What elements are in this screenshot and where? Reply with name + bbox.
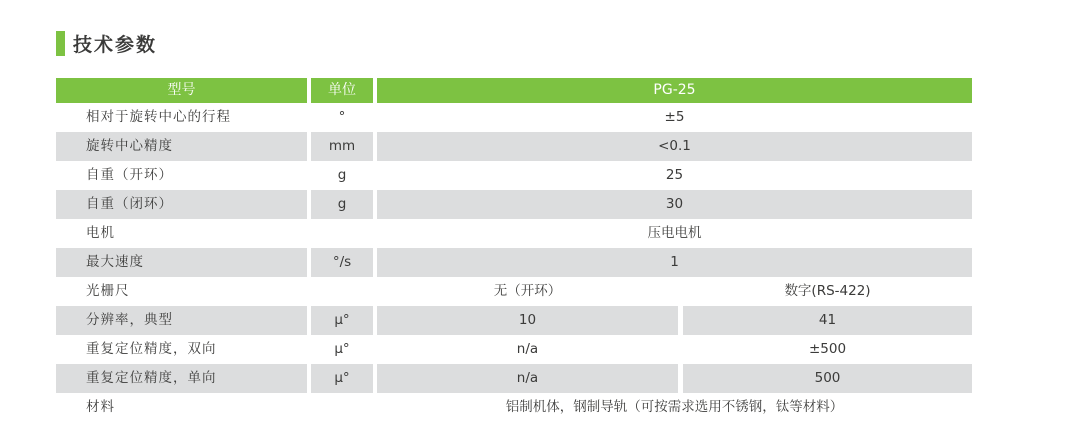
row-unit: g bbox=[311, 190, 373, 219]
row-value: <0.1 bbox=[377, 132, 972, 161]
row-unit: μ° bbox=[311, 306, 373, 335]
spec-table bbox=[56, 78, 972, 422]
row-value: n/a bbox=[377, 364, 678, 393]
table-row bbox=[56, 364, 972, 393]
section-title-block bbox=[56, 30, 157, 57]
row-values bbox=[377, 161, 972, 190]
row-label: 重复定位精度，双向 bbox=[86, 341, 217, 357]
table-row bbox=[56, 103, 972, 132]
row-label: 自重（开环） bbox=[86, 167, 173, 183]
header-model: 型号 bbox=[56, 78, 307, 103]
table-body bbox=[56, 103, 972, 422]
row-label: 材料 bbox=[86, 399, 115, 415]
page-title: 技术参数 bbox=[73, 34, 158, 56]
table-row bbox=[56, 132, 972, 161]
row-value: 10 bbox=[377, 306, 678, 335]
row-value: 压电电机 bbox=[647, 225, 702, 241]
header-product: PG-25 bbox=[377, 78, 972, 103]
table-row bbox=[56, 219, 972, 248]
row-values bbox=[377, 103, 972, 132]
row-values bbox=[377, 132, 972, 161]
table-row bbox=[56, 335, 972, 364]
row-label: 电机 bbox=[86, 225, 115, 241]
row-values bbox=[377, 364, 972, 393]
row-value: 25 bbox=[665, 167, 684, 183]
table-row bbox=[56, 277, 972, 306]
row-unit: ° bbox=[338, 109, 346, 125]
row-label: 相对于旋转中心的行程 bbox=[86, 109, 231, 125]
table-row bbox=[56, 393, 972, 422]
row-unit bbox=[311, 219, 373, 248]
row-unit bbox=[311, 393, 373, 422]
row-label: 最大速度 bbox=[56, 248, 307, 277]
row-unit: g bbox=[337, 167, 347, 183]
row-value: 无（开环） bbox=[493, 283, 562, 299]
row-values bbox=[377, 248, 972, 277]
table-row bbox=[56, 306, 972, 335]
table-row bbox=[56, 190, 972, 219]
row-value: n/a bbox=[516, 341, 539, 357]
row-value: 41 bbox=[683, 306, 972, 335]
row-label: 分辨率，典型 bbox=[56, 306, 307, 335]
row-value: 铝制机体，钢制导轨（可按需求选用不锈钢，钛等材料） bbox=[505, 399, 844, 415]
row-unit bbox=[311, 277, 373, 306]
row-label: 自重（闭环） bbox=[56, 190, 307, 219]
header-unit: 单位 bbox=[311, 78, 373, 103]
row-value: 1 bbox=[377, 248, 972, 277]
row-label: 光栅尺 bbox=[86, 283, 130, 299]
row-value: 30 bbox=[377, 190, 972, 219]
row-values bbox=[377, 190, 972, 219]
row-label: 重复定位精度，单向 bbox=[56, 364, 307, 393]
row-unit: μ° bbox=[334, 341, 350, 357]
row-values bbox=[377, 277, 972, 306]
row-value: 500 bbox=[683, 364, 972, 393]
row-values bbox=[377, 335, 972, 364]
row-value: ±500 bbox=[808, 341, 847, 357]
row-unit: mm bbox=[311, 132, 373, 161]
row-unit: μ° bbox=[311, 364, 373, 393]
header-product-area bbox=[377, 78, 972, 103]
table-row bbox=[56, 161, 972, 190]
title-accent-bar-icon bbox=[56, 31, 65, 56]
row-values bbox=[377, 393, 972, 422]
row-values bbox=[377, 219, 972, 248]
row-unit: °/s bbox=[311, 248, 373, 277]
table-row bbox=[56, 248, 972, 277]
row-label: 旋转中心精度 bbox=[56, 132, 307, 161]
row-value: ±5 bbox=[664, 109, 685, 125]
table-header-row bbox=[56, 78, 972, 103]
row-values bbox=[377, 306, 972, 335]
row-value: 数字(RS-422) bbox=[784, 283, 871, 299]
